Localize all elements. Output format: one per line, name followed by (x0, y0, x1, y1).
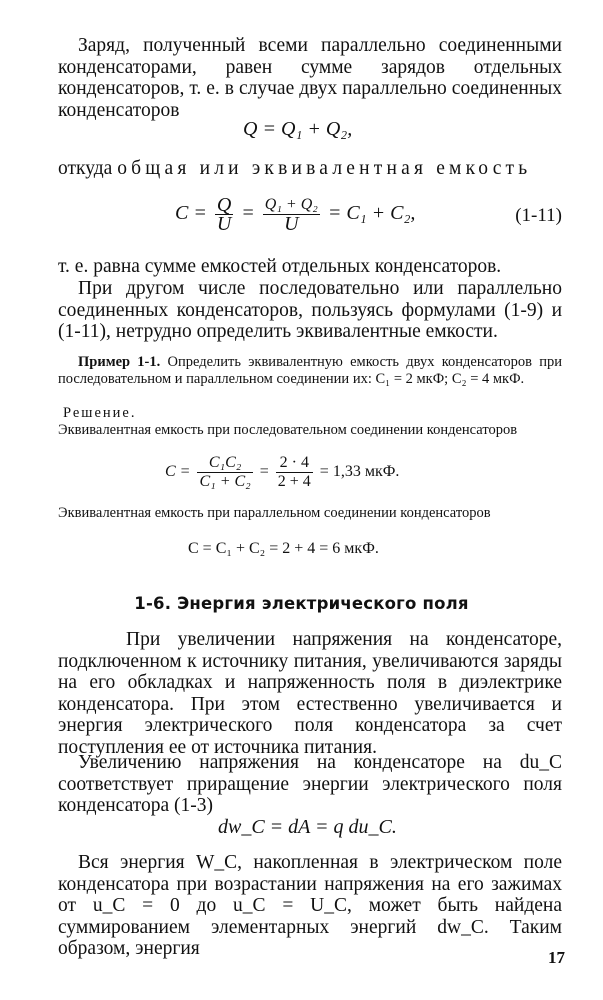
fraction-numerator: C₁C₂ (197, 454, 252, 473)
section-heading: 1-6. Энергия электрического поля (134, 594, 469, 613)
spaced-term: общая или эквивалентная емкость (117, 158, 532, 179)
paragraph-parallel-charge: Заряд, полученный всеми параллельно соединенными конденсаторами, равен сумме зарядов отдельных конденсаторов, т. е. в случае двух параллельно соединенных конденсаторов (58, 35, 562, 121)
page-number: 17 (548, 948, 565, 967)
paragraph-voltage-increase: При увеличении напряжения на конденсаторе, подключенном к источнику питания, увеличиваются заряды на его обкладках и напряженность поля в диэлектрике конденсатора. При этом естественно увеличивается и энергия электрического поля конденсатора за счет поступления ее от источника питания. (58, 629, 562, 758)
equation-number: (1-11) (515, 205, 562, 226)
fraction-numerator: Q (216, 194, 232, 216)
example-label: Пример 1-1. (78, 354, 161, 370)
fraction-charges-over-u (263, 196, 320, 233)
formula-1-11 (175, 196, 415, 233)
parallel-text: Эквивалентная емкость при параллельном соединении конденсаторов (58, 505, 491, 521)
example-statement (58, 354, 562, 388)
paragraph-energy-increment: Увеличению напряжения на конденсаторе на du_C соответствует приращение энергии электрического поля конденсатора (1-3) (58, 752, 562, 816)
formula-lhs: C = (165, 463, 191, 481)
paragraph-equivalent-capacitance (58, 158, 562, 180)
parallel-formula: C = C₁ + C₂ = 2 + 4 = 6 мкФ. (188, 540, 379, 557)
paragraph-total-energy: Вся энергия W_C, накопленная в электрическом поле конденсатора при возрастании напряжения на его зажимах от u_C = 0 до u_C = U_C, может быть найдена суммированием элементарных энергий dw_C. Таким образом, энергия (58, 852, 562, 959)
formula-rhs: = 1,33 мкФ. (319, 463, 400, 481)
formula-charge-sum: Q = Q₁ + Q₂, (243, 118, 353, 140)
paragraph-prefix: откуда (58, 158, 113, 179)
fraction-numeric (276, 454, 313, 491)
fraction-denominator: U (284, 213, 299, 235)
solution-label: Решение. (63, 405, 137, 421)
formula-lhs: C = (175, 202, 207, 225)
fraction-denominator: U (216, 213, 232, 235)
formula-rhs: = C₁ + C₂, (327, 202, 416, 225)
formula-equals: = (241, 202, 255, 225)
fraction-numerator: Q₁ + Q₂ (264, 196, 318, 213)
paragraph-other-numbers: При другом числе последовательно или параллельно соединенных конденсаторов, пользуясь формулами (1-9) и (1-11), нетрудно определить эквивалентные емкости. (58, 278, 562, 342)
fraction-q-over-u (215, 196, 233, 233)
fraction-denominator: C₁ + C₂ (199, 473, 251, 490)
formula-dw: dw_C = dA = q du_C. (218, 816, 397, 838)
series-text: Эквивалентная емкость при последовательном соединении конденсаторов (58, 422, 518, 438)
paragraph-sum-of-capacitances: т. е. равна сумме емкостей отдельных конденсаторов. (58, 256, 502, 277)
fraction-c1c2 (197, 454, 252, 491)
example-text: Определить эквивалентную емкость двух конденсаторов при последовательном и параллельном соединении их: C₁ = 2 мкФ; C₂ = 4 мкФ. (58, 354, 562, 387)
fraction-denominator: 2 + 4 (277, 473, 311, 490)
fraction-numerator: 2 · 4 (276, 454, 313, 473)
series-formula (165, 454, 399, 491)
formula-equals: = (259, 463, 269, 481)
